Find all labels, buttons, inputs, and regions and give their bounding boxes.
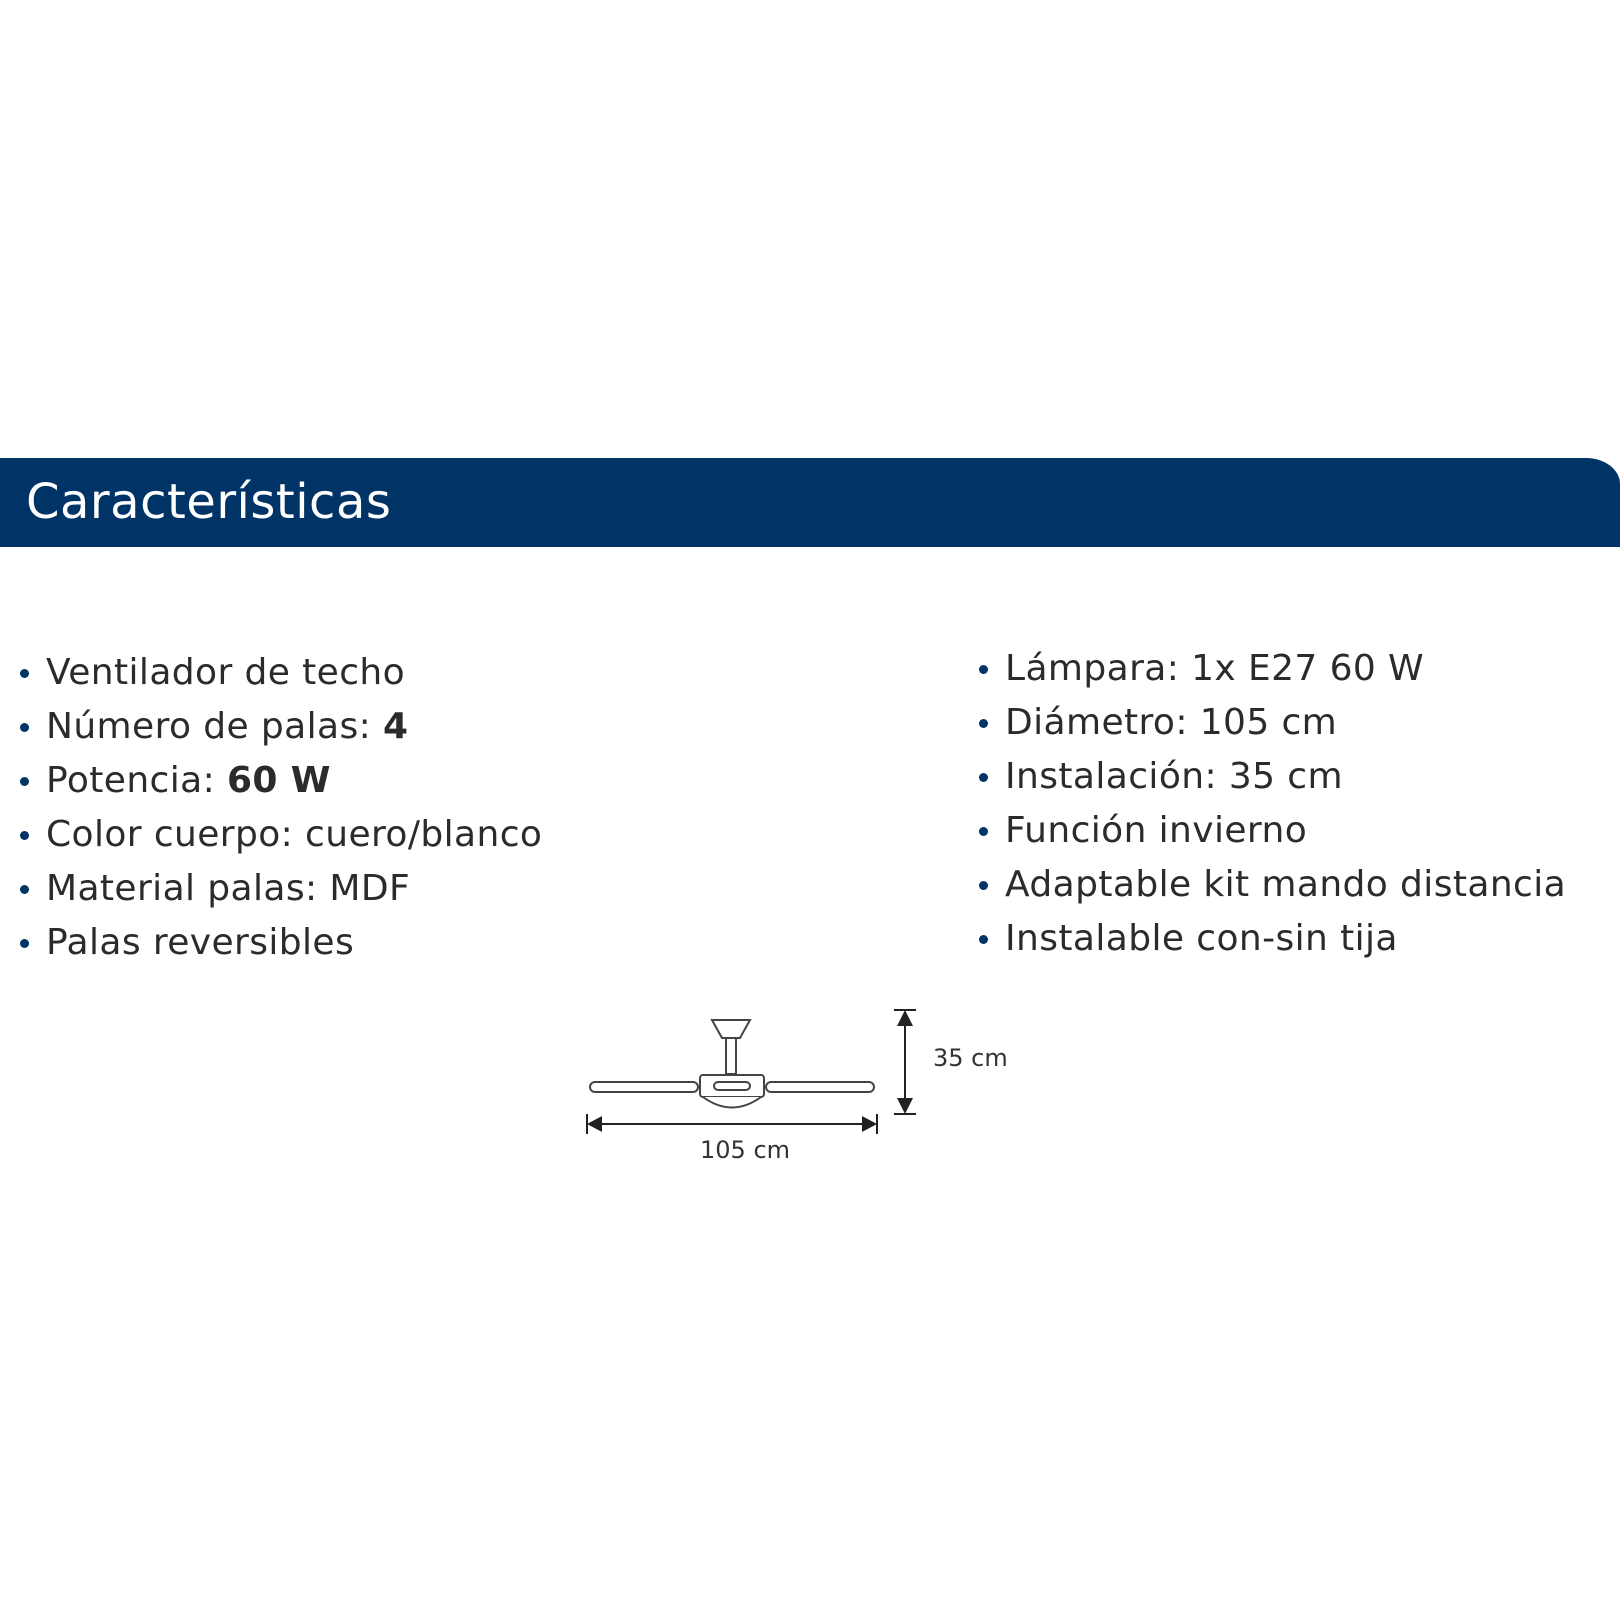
feature-item-diameter bbox=[977, 696, 1566, 750]
feature-item-fan-type bbox=[18, 646, 542, 700]
feature-item-power bbox=[18, 754, 542, 808]
fan-motor-slot bbox=[714, 1082, 750, 1090]
feature-label: Palas reversibles bbox=[46, 922, 355, 963]
feature-item-winter-function bbox=[977, 804, 1566, 858]
bullet-icon bbox=[979, 881, 988, 890]
feature-label: Material palas: MDF bbox=[46, 868, 411, 909]
feature-label: Función invierno bbox=[1005, 810, 1308, 851]
feature-label: Lámpara: 1x E27 60 W bbox=[1005, 648, 1425, 689]
fan-canopy bbox=[712, 1020, 750, 1038]
feature-item-body-color bbox=[18, 808, 542, 862]
feature-item-reversible-blades bbox=[18, 916, 542, 970]
section-title: Características bbox=[26, 474, 392, 530]
feature-label: Instalable con-sin tija bbox=[1005, 918, 1398, 959]
bullet-icon bbox=[20, 831, 29, 840]
bullet-icon bbox=[20, 885, 29, 894]
feature-value: 60 W bbox=[226, 760, 331, 801]
fan-light-kit bbox=[703, 1097, 761, 1108]
feature-item-downrod bbox=[977, 912, 1566, 966]
header-band bbox=[0, 458, 1620, 547]
height-dimension-label: 35 cm bbox=[933, 1044, 1008, 1072]
feature-list-right bbox=[977, 642, 1566, 966]
feature-item-remote-kit bbox=[977, 858, 1566, 912]
feature-label: Adaptable kit mando distancia bbox=[1005, 864, 1567, 905]
bullet-icon bbox=[20, 777, 29, 786]
fan-blade-right bbox=[766, 1082, 874, 1092]
feature-label: Diámetro: 105 cm bbox=[1005, 702, 1338, 743]
fan-downrod bbox=[726, 1038, 736, 1074]
feature-value: 4 bbox=[383, 706, 409, 747]
bullet-icon bbox=[20, 723, 29, 732]
feature-item-blade-count bbox=[18, 700, 542, 754]
bullet-icon bbox=[20, 669, 29, 678]
bullet-icon bbox=[979, 719, 988, 728]
fan-dimension-diagram bbox=[575, 1000, 1015, 1180]
bullet-icon bbox=[979, 827, 988, 836]
width-arrow-right-icon bbox=[862, 1116, 877, 1132]
feature-label: Número de palas: bbox=[46, 706, 383, 747]
feature-item-blade-material bbox=[18, 862, 542, 916]
feature-label: Color cuerpo: cuero/blanco bbox=[46, 814, 543, 855]
bullet-icon bbox=[20, 939, 29, 948]
feature-label: Instalación: 35 cm bbox=[1005, 756, 1343, 797]
height-arrow-down-icon bbox=[897, 1098, 913, 1114]
fan-icon bbox=[590, 1020, 874, 1108]
fan-blade-left bbox=[590, 1082, 698, 1092]
height-dimension bbox=[894, 1010, 916, 1114]
height-arrow-up-icon bbox=[897, 1010, 913, 1026]
bullet-icon bbox=[979, 935, 988, 944]
feature-item-lamp bbox=[977, 642, 1566, 696]
feature-label: Potencia: bbox=[46, 760, 227, 801]
bullet-icon bbox=[979, 665, 988, 674]
bullet-icon bbox=[979, 773, 988, 782]
width-arrow-left-icon bbox=[587, 1116, 602, 1132]
feature-list-left bbox=[18, 646, 542, 970]
feature-item-installation bbox=[977, 750, 1566, 804]
width-dimension bbox=[587, 1114, 877, 1134]
width-dimension-label: 105 cm bbox=[700, 1136, 791, 1164]
feature-label: Ventilador de techo bbox=[46, 652, 406, 693]
